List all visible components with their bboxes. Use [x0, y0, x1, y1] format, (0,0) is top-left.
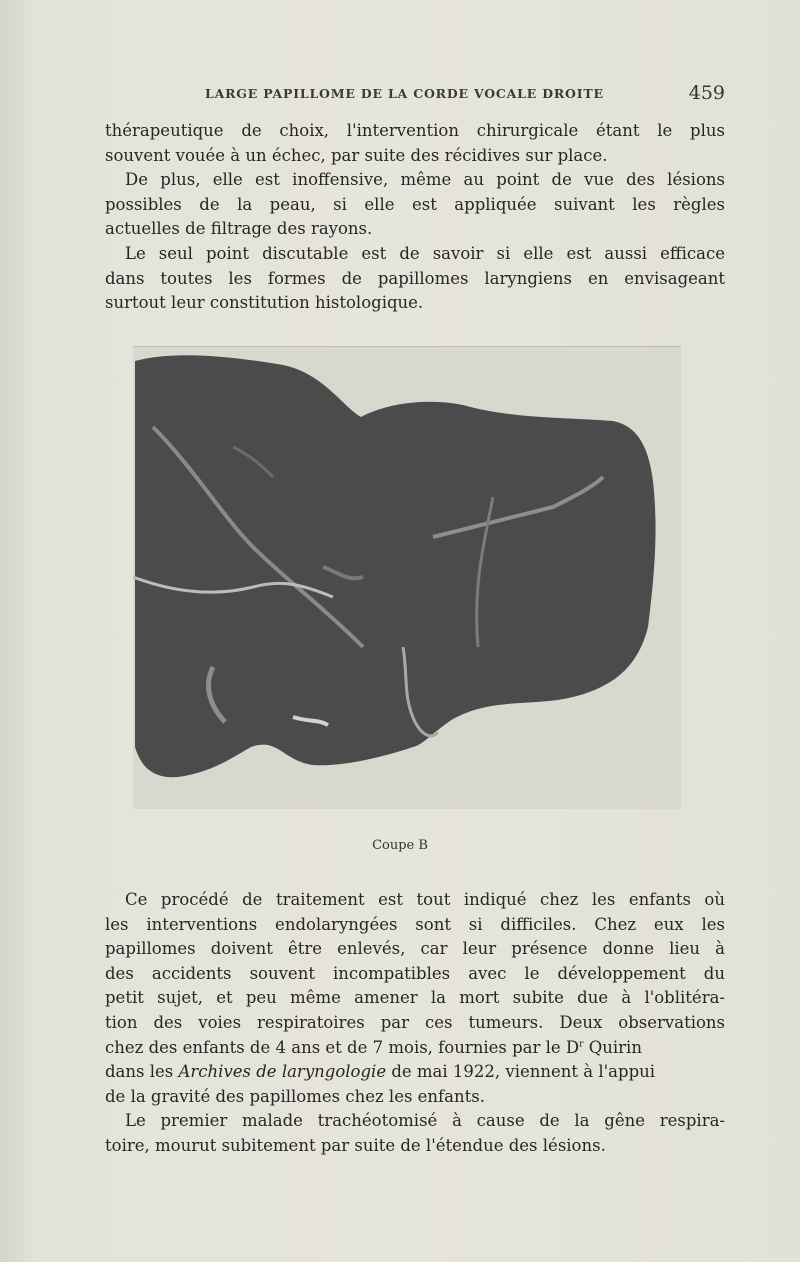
text-line: les interventions endolaryngées sont si difficiles. Chez eux les	[105, 914, 725, 934]
page-number: 459	[688, 82, 725, 104]
text-segment: chez des enfants de 4 ans et de 7 mois, fournies par le D	[105, 1037, 580, 1057]
text-line: Le seul point discutable est de savoir si elle est aussi efficace	[125, 243, 725, 263]
superscript: r	[579, 1039, 584, 1050]
text-line: tion des voies respiratoires par ces tumeurs. Deux observations	[105, 1012, 725, 1032]
text-line: Ce procédé de traitement est tout indiqué chez les enfants où	[125, 890, 725, 909]
top-paragraphs	[105, 119, 725, 316]
text-line: petit sujet, et peu même amener la mort subite due à l'oblitéra-	[105, 988, 725, 1008]
tissue-section-image	[133, 347, 681, 809]
text-line: toire, mourut subitement par suite de l'étendue des lésions.	[105, 1135, 606, 1155]
text-line: De plus, elle est inoffensive, même au point de vue des lésions	[125, 170, 725, 190]
text-line: surtout leur constitution histologique.	[105, 293, 424, 313]
text-line: actuelles de filtrage des rayons.	[105, 219, 373, 239]
text-line: dans toutes les formes de papillomes laryngiens en envisageant	[105, 268, 725, 288]
text-line: thérapeutique de choix, l'intervention chirurgicale étant le plus	[105, 121, 725, 140]
text-line: souvent vouée à un échec, par suite des récidives sur place.	[105, 145, 608, 165]
text-line: possibles de la peau, si elle est appliquée suivant les règles	[105, 194, 725, 214]
text-line: de la gravité des papillomes chez les enfants.	[105, 1086, 485, 1106]
text-line	[105, 1036, 725, 1061]
text-line: papillomes doivent être enlevés, car leur présence donne lieu à	[105, 939, 725, 959]
histology-photograph	[133, 346, 681, 809]
journal-title: Archives de laryngologie	[178, 1062, 387, 1082]
bottom-paragraphs	[105, 888, 725, 1159]
text-line	[105, 1060, 725, 1085]
figure-caption: Coupe B	[372, 838, 428, 853]
text-segment: dans les	[105, 1062, 179, 1082]
text-line: Le premier malade trachéotomisé à cause de la gêne respira-	[125, 1111, 725, 1131]
text-segment: Quirin	[583, 1037, 642, 1057]
text-line: des accidents souvent incompatibles avec le développement du	[105, 963, 725, 983]
running-title: LARGE PAPILLOME DE LA CORDE VOCALE DROITE	[205, 86, 604, 101]
page-header	[105, 82, 725, 108]
text-segment: de mai 1922, viennent à l'appui	[386, 1062, 656, 1082]
